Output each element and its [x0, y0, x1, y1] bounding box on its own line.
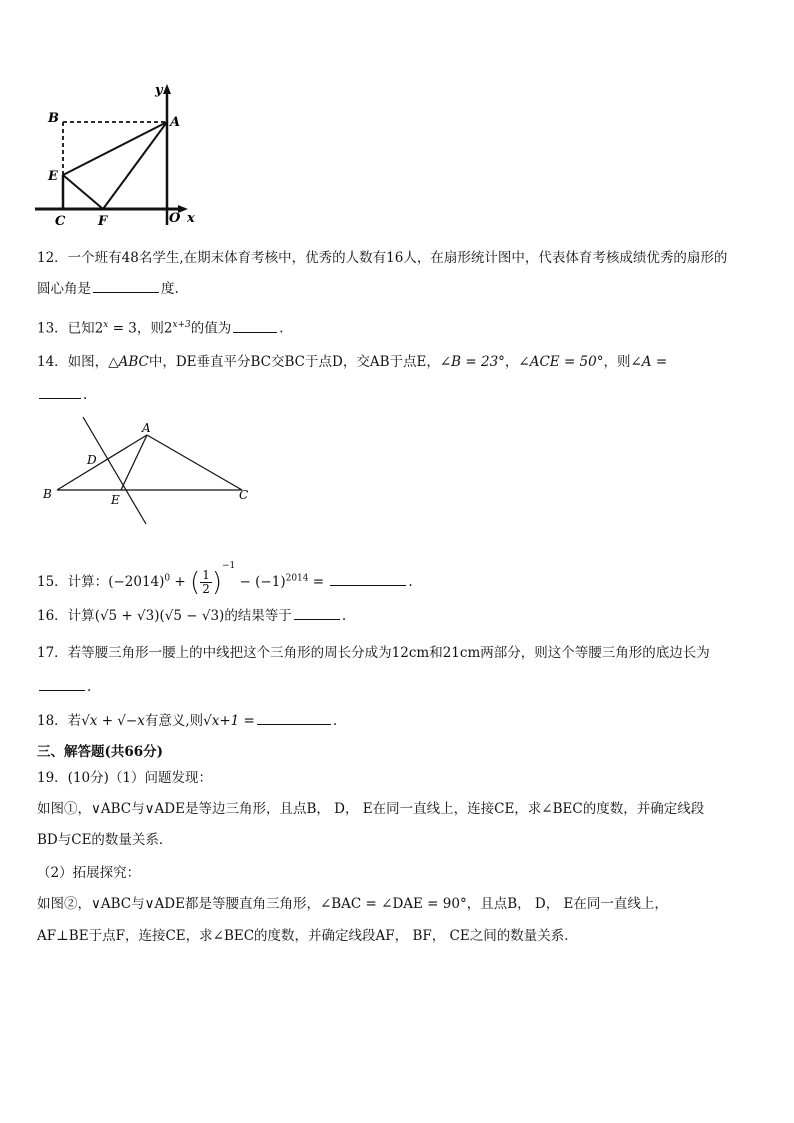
answer-blank[interactable]: [39, 678, 85, 691]
question-17-line1: 17．若等腰三角形一腰上的中线把这个三角形的周长分成为12cm和21cm两部分，则这个等腰三角形的底边长为: [37, 645, 710, 661]
label-x: x: [187, 211, 195, 226]
label-C: C: [239, 488, 249, 502]
label-E: E: [111, 493, 120, 507]
question-19-head2: （2）拓展探究：: [37, 865, 141, 881]
question-13: 13．已知$2^x = 3$，则$2^{x+3}$的值为 .: [37, 320, 284, 337]
section-heading: 三、解答题(共66分): [37, 744, 164, 760]
question-19-p1-cont: BD与CE的数量关系．: [37, 832, 173, 848]
label-F: F: [98, 214, 108, 229]
label-O: O: [169, 211, 181, 226]
label-B: B: [48, 111, 59, 126]
answer-blank[interactable]: [257, 712, 331, 725]
label-A: A: [142, 421, 151, 435]
answer-blank[interactable]: [294, 607, 340, 620]
label-D: D: [87, 453, 97, 467]
answer-blank[interactable]: [330, 573, 406, 586]
fraction: $\frac{1}{2}$: [202, 568, 210, 596]
question-17-line2: .: [37, 678, 91, 696]
question-19-p2-cont: AF⊥BE于点F，连接CE，求∠BEC的度数，并确定线段AF， BF， CE之间的数量关系．: [37, 928, 578, 944]
label-E: E: [48, 169, 58, 184]
question-16: 16．计算(√5 + √3)(√5 − √3)的结果等于 .: [37, 608, 347, 624]
answer-blank[interactable]: [39, 386, 81, 399]
label-B: B: [43, 487, 52, 501]
question-12-line1: 12．一个班有48名学生,在期末体育考核中，优秀的人数有16人，在扇形统计图中，代表体育考核成绩优秀的扇形的: [37, 250, 728, 266]
question-12-line2: 圆心角是 度.: [37, 281, 179, 297]
answer-blank[interactable]: [93, 280, 159, 293]
label-A: A: [170, 115, 181, 130]
label-y: y: [155, 83, 163, 98]
question-14-line2: .: [37, 386, 87, 404]
label-C: C: [55, 214, 66, 229]
question-14: 14．如图，△ABC中，DE垂直平分BC交BC于点D，交AB于点E，∠B = 23°，∠ACE = 50°，则∠A =: [37, 354, 668, 370]
question-19-p2: 如图②，∨ABC与∨ADE都是等腰直角三角形，∠BAC = ∠DAE = 90°，且点B， D， E在同一直线上，: [37, 896, 668, 912]
coordinate-figure: [30, 80, 210, 230]
question-15: 15．计算：$(-2014)^0$ + ( $\frac{1}{2}$ )$^{-1} - (-1)^{2014}$ = .: [37, 561, 413, 598]
answer-blank[interactable]: [233, 320, 277, 333]
triangle-figure: [35, 412, 265, 527]
question-18: 18．若√x + √−x有意义,则√x+1 = .: [37, 713, 338, 729]
question-19-head: 19．(10分)（1）问题发现：: [37, 770, 212, 786]
question-19-p1: 如图①，∨ABC与∨ADE是等边三角形，且点B， D， E在同一直线上，连接CE，求∠BEC的度数，并确定线段: [37, 801, 705, 817]
